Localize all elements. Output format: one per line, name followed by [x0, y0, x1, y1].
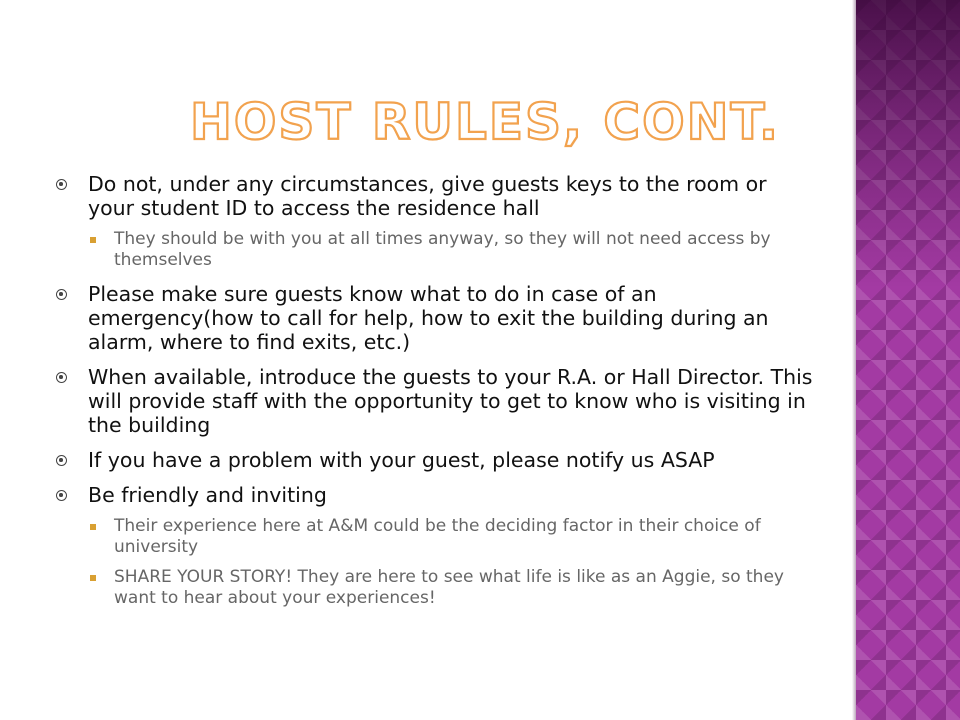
sub-bullet-item-5-1	[56, 516, 816, 558]
bullet-item-2	[56, 282, 816, 354]
sub-bullet-item-1-1	[56, 229, 816, 271]
bullet-text: When available, introduce the guests to your R.A. or Hall Director. This will provide staff with the opportunity to get to know who is visiting in the building	[88, 365, 813, 437]
circle-bullet-icon	[56, 289, 67, 300]
bullet-item-4	[56, 448, 816, 472]
bullet-text: If you have a problem with your guest, please notify us ASAP	[88, 448, 715, 472]
sub-bullet-text: SHARE YOUR STORY! They are here to see what life is like as an Aggie, so they want to hear about your experiences!	[114, 567, 784, 608]
slide-title: HOST RULES, CONT.	[190, 93, 780, 151]
bullet-text: Do not, under any circumstances, give guests keys to the room or your student ID to access the residence hall	[88, 172, 767, 220]
circle-bullet-icon	[56, 490, 67, 501]
square-bullet-icon	[90, 237, 96, 243]
sub-bullet-text: They should be with you at all times anyway, so they will not need access by themselves	[114, 229, 771, 270]
bullet-item-1	[56, 172, 816, 220]
bullet-item-5	[56, 483, 816, 507]
circle-bullet-icon	[56, 372, 67, 383]
square-bullet-icon	[90, 524, 96, 530]
sub-bullet-item-5-2	[56, 567, 816, 609]
decorative-side-panel	[856, 0, 960, 720]
square-bullet-icon	[90, 575, 96, 581]
sub-bullet-text: Their experience here at A&M could be the deciding factor in their choice of university	[114, 516, 761, 557]
bullet-text: Please make sure guests know what to do in case of an emergency(how to call for help, how to exit the building during an alarm, where to find exits, etc.)	[88, 282, 769, 354]
bullet-text: Be friendly and inviting	[88, 483, 327, 507]
bullet-list	[56, 172, 816, 620]
circle-bullet-icon	[56, 179, 67, 190]
circle-bullet-icon	[56, 455, 67, 466]
bullet-item-3	[56, 365, 816, 437]
